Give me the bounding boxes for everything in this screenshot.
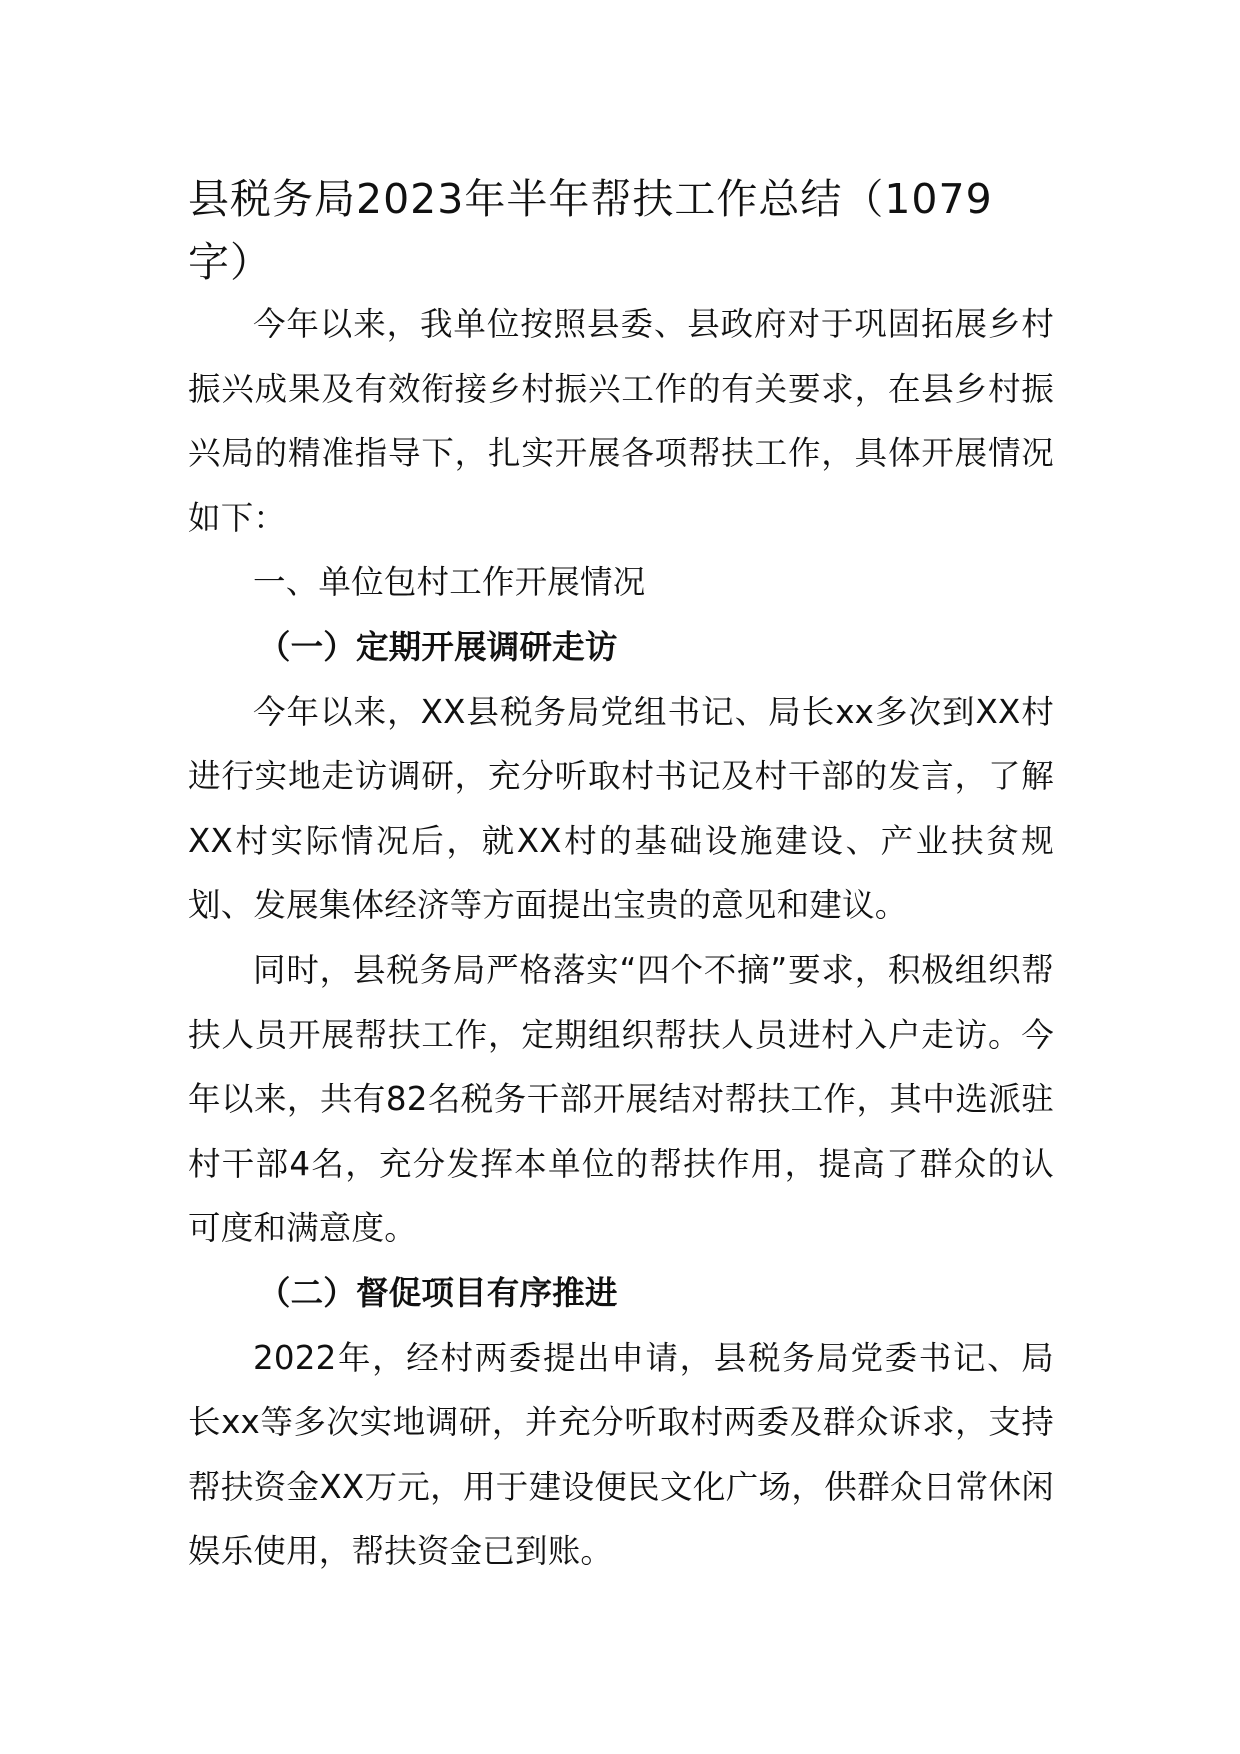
subsection-heading-1: （一）定期开展调研走访 [257,627,618,666]
document-page [188,168,1054,1584]
body-paragraph-assistance: 同时，县税务局严格落实“四个不摘”要求，积极组织帮扶人员开展帮扶工作，定期组织帮扶人员进村入户走访。今年以来，共有82名税务干部开展结对帮扶工作，其中选派驻村干部4名，充分发挥本单位的帮扶作用，提高了群众的认可度和满意度。 [188,950,1054,1248]
document-body [188,292,1054,1584]
section-heading-1: 一、单位包村工作开展情况 [253,563,646,602]
intro-paragraph: 今年以来，我单位按照县委、县政府对于巩固拓展乡村振兴成果及有效衔接乡村振兴工作的有关要求，在县乡村振兴局的精准指导下，扎实开展各项帮扶工作，具体开展情况如下： [188,305,1054,537]
subsection-heading-2: （二）督促项目有序推进 [257,1273,618,1312]
body-paragraph-visits: 今年以来，XX县税务局党组书记、局长xx多次到XX村进行实地走访调研，充分听取村书记及村干部的发言，了解XX村实际情况后，就XX村的基础设施建设、产业扶贫规划、发展集体经济等方面提出宝贵的意见和建议。 [188,692,1054,925]
document-title: 县税务局2023年半年帮扶工作总结（1079字） [188,175,993,286]
body-paragraph-projects: 2022年，经村两委提出申请，县税务局党委书记、局长xx等多次实地调研，并充分听取村两委及群众诉求，支持帮扶资金XX万元，用于建设便民文化广场，供群众日常休闲娱乐使用，帮扶资金已到账。 [188,1338,1054,1571]
